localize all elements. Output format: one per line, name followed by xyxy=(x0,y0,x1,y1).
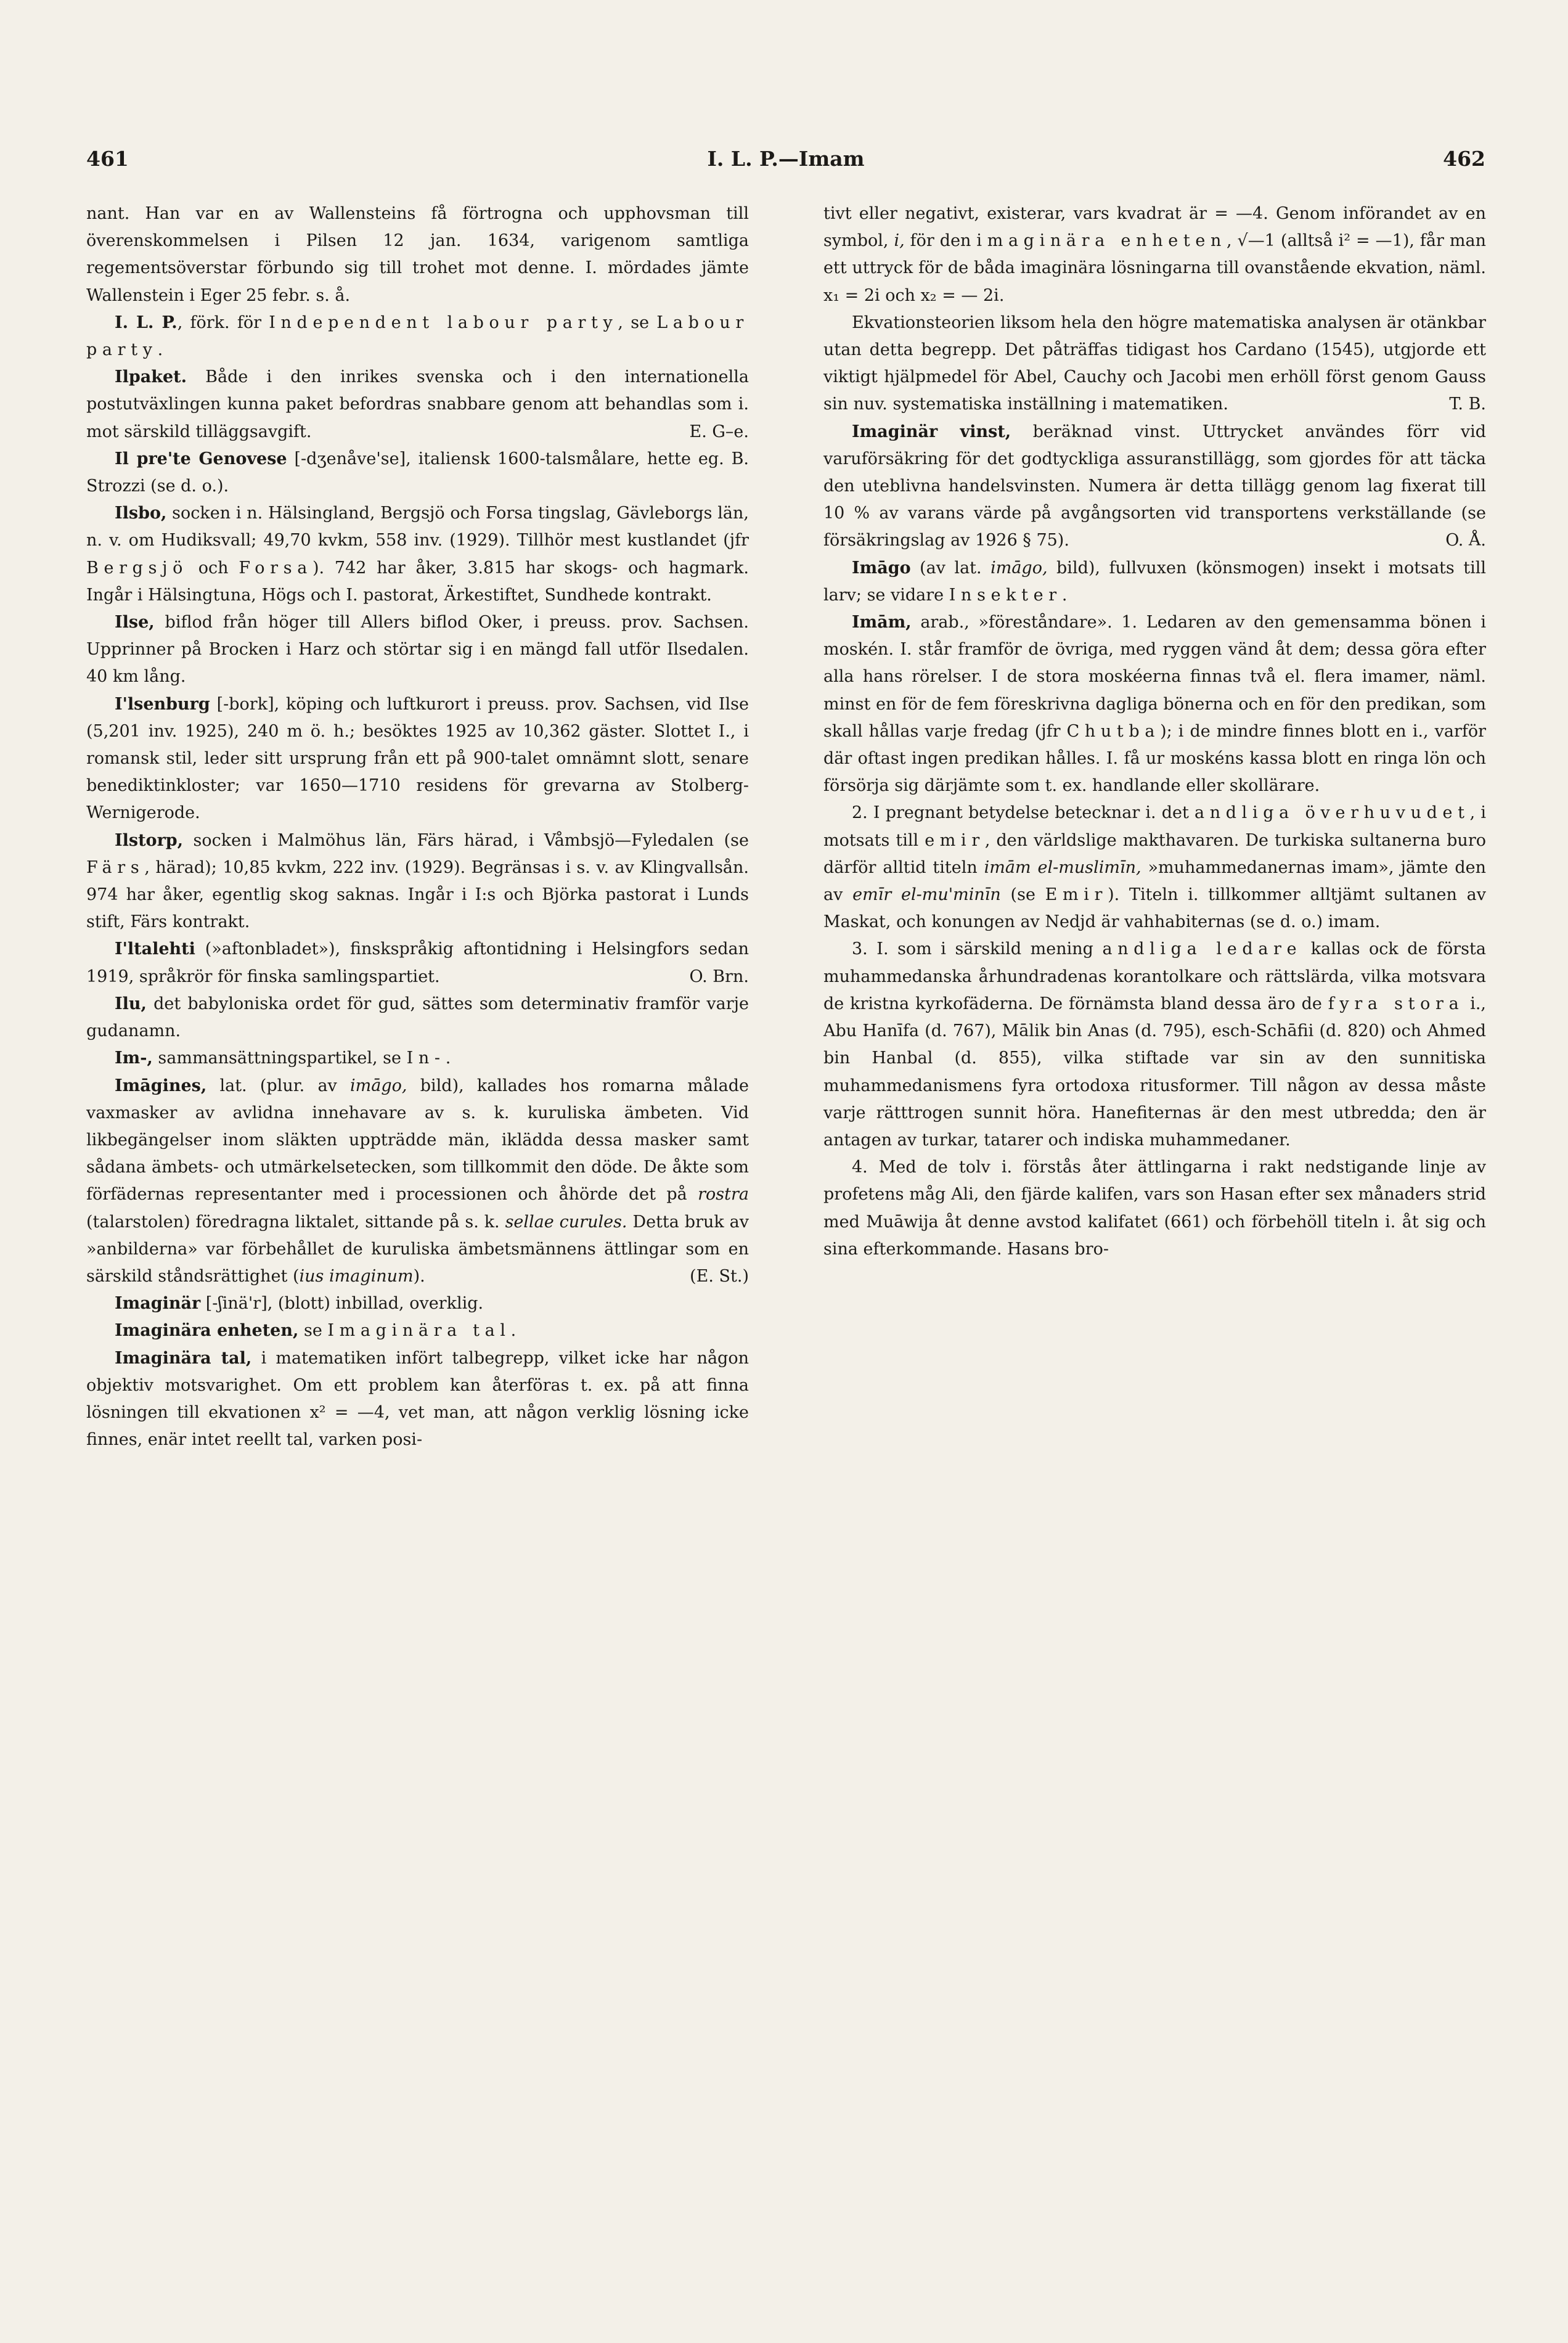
entry-imaginara-tal-cont: Ekvationsteorien liksom hela den högre matematiska analysen är otänkbar utan detta begrepp. Det påträffas tidigast hos Cardano (1545), utgjorde ett viktigt hjälpmedel för Abel, Cauchy och Jacobi men erhöll först genom Gauss sin nuv. systematiska inställning i matematiken. T. B. xyxy=(823,309,1486,419)
entry-ilsbo: Ilsbo, socken i n. Hälsingland, Bergsjö och Forsa tingslag, Gävleborgs län, n. v. om Hudiksvall; 49,70 kvkm, 558 inv. (1929). Tillhör mest kustlandet (jfr Bergsjö och Forsa). 742 har åker, 3.815 har skogs- och hagmark. Ingår i Hälsingtuna, Högs och I. pastorat, Ärkestiftet, Sundhede kontrakt. xyxy=(86,504,749,605)
entry-imago: Imāgo (av lat. imāgo, bild), fullvuxen (könsmogen) insekt i motsats till larv; se vidare Insekter. xyxy=(823,558,1486,605)
entry-ilse: Ilse, biflod från höger till Allers biflod Oker, i preuss. prov. Sachsen. Upprinner på Brocken i Harz och störtar sig i en mängd fall utför Ilsedalen. 40 km lång. xyxy=(86,613,749,687)
entry-im: Im-, sammansättningspartikel, se In-. xyxy=(115,1049,451,1068)
entry-il-prete-genovese: Il pre'te Genovese [-dʒenåve'se], italiensk 1600-talsmålare, hette eg. B. Strozzi (se d. o.). xyxy=(86,449,749,496)
entry-iltalehti: I'ltalehti (»aftonbladet»), finskspråkig aftontidning i Helsingfors sedan 1919, språkrör för finska samlingspartiet. O. Brn. xyxy=(86,936,749,990)
right-page-number: 462 xyxy=(1443,147,1485,171)
author-signature: O. Å. xyxy=(1445,531,1486,550)
entry-imagines: Imāgines, lat. (plur. av imāgo, bild), kallades hos romarna målade vaxmasker av avlidna innehavare av s. k. kuruliska ämbeten. Vid likbegängelser inom släkten uppträdde män, iklädda dessa masker samt sådana ämbets- och utmärkelsetecken, som tillkommit den döde. De åkte som förfädernas representanter med i processionen och åhörde det på rostra (talarstolen) föredragna liktalet, sittande på s. k. sellae curules. Detta bruk av »anbilderna» var förbehållet de kuruliska ämbetsmännens ättlingar som en särskild ståndsrättighet (ius imaginum). (E. St.) xyxy=(86,1073,749,1291)
entry-ilpaket: Ilpaket. Både i den inrikes svenska och i den internationella postutväxlingen kunna paket befordras snabbare genom att behandlas som i. mot särskild tilläggsavgift. E. G–e. xyxy=(86,364,749,446)
left-page-number: 461 xyxy=(86,147,129,171)
entry-imam-3: 3. I. som i särskild mening andliga ledare kallas ock de första muhammedanska århundradenas korantolkare och rättslärda, vilka motsvara de kristna kyrkofäderna. De förnämsta bland dessa äro de fyra stora i., Abu Hanīfa (d. 767), Mālik bin Anas (d. 795), esch-Schāfii (d. 820) och Ahmed bin Hanbal (d. 855), vilka stiftade var sin av den sunnitiska muhammedanismens fyra ortodoxa ritusformer. Till någon av dessa måste varje rätttrogen sunnit höra. Hanefiternas är den mest utbredda; den är antagen av turkar, tatarer och indiska muhammedaner. xyxy=(823,939,1487,1150)
author-signature: E. G–e. xyxy=(689,422,749,441)
entry-imam-4: 4. Med de tolv i. förstås åter ättlingarna i rakt nedstigande linje av profetens måg Ali, den fjärde kalifen, vars son Hasan efter sex månaders strid med Muāwija åt denne avstod kalifatet (661) och förbehöll titeln i. åt sig och sina efterkommande. Hasans bro- xyxy=(823,1158,1486,1259)
left-column xyxy=(86,200,749,1454)
entry-continuation: nant. Han var en av Wallensteins få förtrogna och upphovsman till överenskommelsen i Pilsen 12 jan. 1634, varigenom samtliga regementsöverstar förbundo sig till trohet mot denne. I. mördades jämte Wallenstein i Eger 25 febr. s. å. xyxy=(86,204,749,305)
entry-ilp: I. L. P., förk. för Independent labour party, se Labour party. xyxy=(86,313,749,360)
running-title: I. L. P.—Imam xyxy=(707,147,865,171)
entry-ilstorp: Ilstorp, socken i Malmöhus län, Färs härad, i Våmbsjö—Fyledalen (se Färs, härad); 10,85 kvkm, 222 inv. (1929). Begränsas i s. v. av Klingvallsån. 974 har åker, egentlig skog saknas. Ingår i I:s och Björka pastorat i Lunds stift, Färs kontrakt. xyxy=(86,830,749,932)
entry-imaginar: Imaginär [-ʃinä'r], (blott) inbillad, overklig. xyxy=(115,1294,484,1314)
entry-imam: Imām, arab., »föreståndare». 1. Ledaren av den gemensamma bönen i moskén. I. står framför de övriga, med ryggen vänd åt dem; dessa göra efter alla hans rörelser. I de stora moskéerna finnas två el. flera imamer, näml. minst en för de fem föreskrivna dagliga bönerna och en för den predikan, som skall hållas varje fredag (jfr Chutba); i de mindre finnes blott en i., varför där oftast ingen predikan hålles. I. få ur moskéns kassa blott en ringa lön och försörja sig därjämte som t. ex. handlande eller skollärare. xyxy=(823,613,1487,796)
entry-continuation: tivt eller negativt, existerar, vars kvadrat är = —4. Genom införandet av en symbol, i, för den imaginära enheten, √—1 (alltså i² = —1), får man ett uttryck för de båda imaginära lösningarna till ovanstående ekvation, näml. x₁ = 2i och x₂ = — 2i. xyxy=(823,204,1486,305)
author-signature: O. Brn. xyxy=(689,967,749,986)
right-column xyxy=(823,200,1486,1263)
entry-ilsenburg: I'lsenburg [-bork], köping och luftkurort i preuss. prov. Sachsen, vid Ilse (5,201 inv. 1925), 240 m ö. h.; besöktes 1925 av 10,362 gäster. Slottet I., i romansk stil, leder sitt ursprung från ett på 900-talet omnämnt slott, senare benediktinkloster; var 1650—1710 residens för grevarna av Stolberg-Wernigerode. xyxy=(86,694,749,823)
author-signature: (E. St.) xyxy=(690,1266,749,1286)
entry-ilu: Ilu, det babyloniska ordet för gud, sättes som determinativ framför varje gudanamn. xyxy=(86,994,749,1041)
entry-imam-2: 2. I pregnant betydelse betecknar i. det andliga överhuvudet, i motsats till emir, den världslige makthavaren. De turkiska sultanerna buro därför alltid titeln imām el-muslimīn, »muhammedanernas imam», jämte den av emīr el-mu'minīn (se Emir). Titeln i. tillkommer alltjämt sultanen av Maskat, och konungen av Nedjd är vahhabiternas (se d. o.) imam. xyxy=(823,803,1486,932)
page-header xyxy=(86,147,1485,184)
entry-imaginara-tal: Imaginära tal, i matematiken infört talbegrepp, vilket icke har någon objektiv motsvarighet. Om ett problem kan återföras t. ex. på att finna lösningen till ekvationen x² = —4, vet man, att någon verklig lösning icke finnes, enär intet reellt tal, varken posi- xyxy=(86,1348,749,1450)
entry-imaginara-enheten: Imaginära enheten, se Imaginära tal. xyxy=(115,1321,517,1341)
author-signature: T. B. xyxy=(1449,395,1486,414)
entry-imaginar-vinst: Imaginär vinst, beräknad vinst. Uttrycket användes förr vid varuförsäkring för det godtyckliga assuranstillägg, som gjordes för att täcka den uteblivna handelsvinsten. Numera är detta tillägg genom lag fixerat till 10 % av varans värde på avgångsorten vid transportens verkställande (se försäkringslag av 1926 § 75). O. Å. xyxy=(823,419,1486,555)
